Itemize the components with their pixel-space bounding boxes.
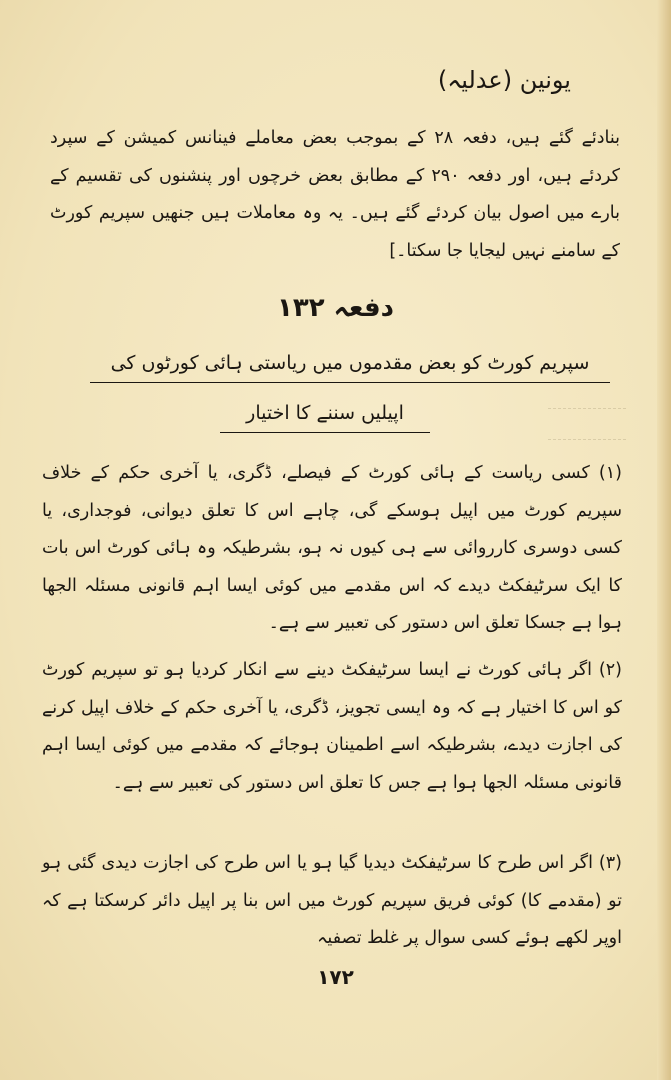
section-heading-line-2: اپیلیں سننے کا اختیار: [220, 402, 430, 433]
faded-stamp-mark: [548, 408, 626, 440]
page-edge-shadow: [657, 0, 671, 1080]
section-heading-line-1: سپریم کورٹ کو بعض مقدموں میں ریاستی ہائی کورٹوں کی: [90, 352, 610, 383]
section-title: دفعہ ۱۳۲: [277, 293, 394, 323]
intro-paragraph: بنادئے گئے ہیں، دفعہ ۲۸ کے بموجب بعض معاملے فینانس کمیشن کے سپرد کردئے ہیں، اور دفعہ ۲۹۰ کے مطابق بعض خرچوں اور پنشنوں کی تقسیم کے بارے میں اصول بیان کردئے گئے ہیں۔ یہ وہ معاملات ہیں جنھیں سپریم کورٹ کے سامنے نہیں لیجایا جا سکتا۔]: [50, 128, 621, 261]
clause-3: (۳) اگر اس طرح کا سرٹیفکٹ دیدیا گیا ہو یا اس طرح کی اجازت دیدی گئی ہو تو (مقدمے کا) کوئی فریق سپریم کورٹ میں اس بنا پر اپیل دائر کرسکتا ہے کہ اوپر لکھے ہوئے کسی سوال پر غلط تصفیہ: [42, 853, 622, 948]
page-number: ۱۷۲: [317, 965, 354, 989]
running-header: یونین (عدلیہ): [437, 66, 571, 94]
clause-1: (۱) کسی ریاست کے ہائی کورٹ کے فیصلے، ڈگری، یا آخری حکم کے خلاف سپریم کورٹ میں اپیل ہوسکے گی، چاہے اس کا تعلق دیوانی، فوجداری، یا کسی دوسری کارروائی سے ہی کیوں نہ ہو، بشرطیکہ وہ ہائی کورٹ اس بات کا ایک سرٹیفکٹ دیدے کہ اس مقدمے میں کوئی ایسا اہم قانونی مسئلہ الجھا ہوا ہے جسکا تعلق اس دستور کی تعبیر سے ہے۔: [42, 463, 622, 633]
clause-2: (۲) اگر ہائی کورٹ نے ایسا سرٹیفکٹ دینے سے انکار کردیا ہو تو سپریم کورٹ کو اس کا اختیار ہے کہ وہ ایسی تجویز، ڈگری، یا آخری حکم کے خلاف اپیل کرنے کی اجازت دیدے، بشرطیکہ اسے اطمینان ہوجائے کہ مقدمے میں کوئی ایسا اہم قانونی مسئلہ الجھا ہوا ہے جس کا تعلق اس دستور کی تعبیر سے ہے۔: [42, 660, 622, 793]
